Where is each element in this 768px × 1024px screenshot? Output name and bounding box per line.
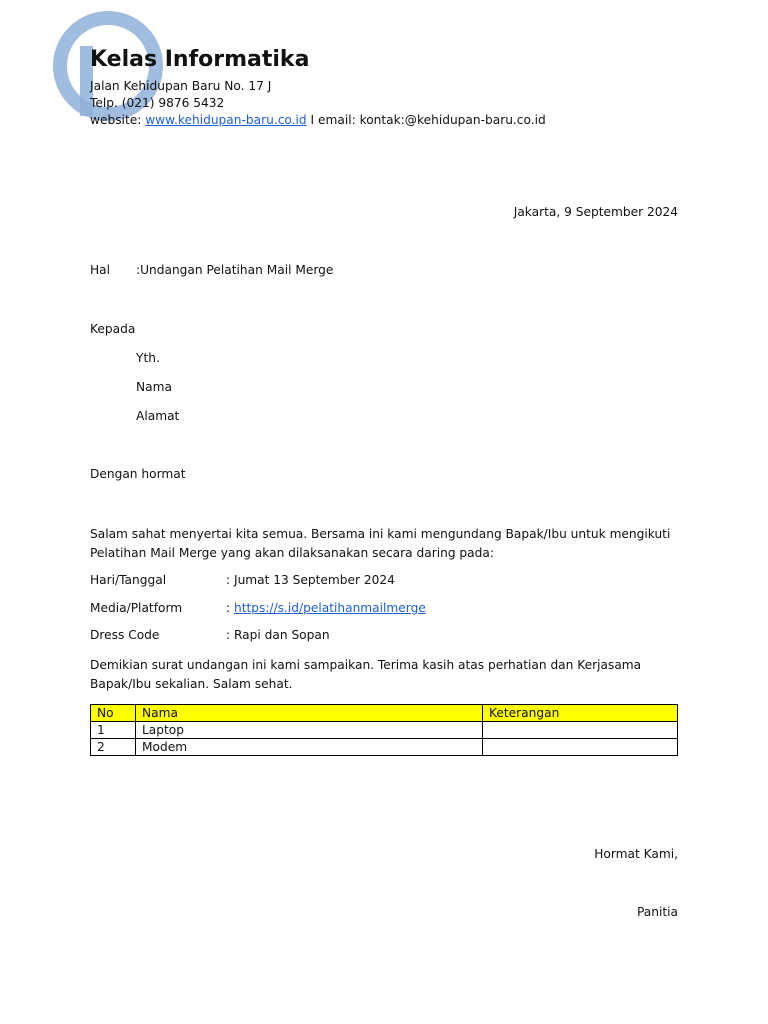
- recipient-kepada: Kepada: [90, 322, 136, 336]
- table-header-row: [91, 705, 678, 722]
- table-cell: 2: [91, 739, 136, 756]
- table-cell: Laptop: [136, 722, 483, 739]
- subject-label: Hal: [90, 263, 111, 277]
- table-row: [91, 739, 678, 756]
- platform-link[interactable]: https://s.id/pelatihanmailmerge: [233, 601, 426, 615]
- table-header-cell: Nama: [136, 705, 483, 722]
- intro-paragraph: Salam sahat menyertai kita semua. Bersama ini kami mengundang Bapak/Ibu untuk mengikuti Pelatihan Mail Merge yang akan dilaksanakan secara daring pada:: [90, 527, 671, 560]
- detail-label-date: Hari/Tanggal: [90, 573, 167, 587]
- recipient-name: Nama: [136, 380, 172, 394]
- table-cell: [483, 739, 678, 756]
- detail-value-dresscode: : Rapi dan Sopan: [226, 628, 330, 642]
- website-label: website:: [90, 113, 146, 127]
- website-link[interactable]: www.kehidupan-baru.co.id: [145, 113, 307, 127]
- company-name: Kelas Informatika: [90, 47, 310, 72]
- company-phone: Telp. (021) 9876 5432: [90, 96, 225, 110]
- items-table: [90, 704, 678, 756]
- greeting: Dengan hormat: [90, 467, 186, 481]
- recipient-address: Alamat: [136, 409, 180, 423]
- company-address: Jalan Kehidupan Baru No. 17 J: [90, 79, 272, 93]
- table-row: [91, 722, 678, 739]
- email-text: I email: kontak:@kehidupan-baru.co.id: [306, 113, 546, 127]
- signoff: Hormat Kami,: [594, 847, 678, 861]
- table-cell: Modem: [136, 739, 483, 756]
- platform-prefix: :: [226, 601, 234, 615]
- table-header-cell: Keterangan: [483, 705, 678, 722]
- letter-date: Jakarta, 9 September 2024: [513, 205, 678, 219]
- table-header-cell: No: [91, 705, 136, 722]
- table-cell: [483, 722, 678, 739]
- detail-label-platform: Media/Platform: [90, 601, 183, 615]
- detail-value-platform: [226, 601, 426, 615]
- table-cell: 1: [91, 722, 136, 739]
- recipient-yth: Yth.: [136, 351, 160, 365]
- closing-paragraph: Demikian surat undangan ini kami sampaikan. Terima kasih atas perhatian dan Kerjasama Bapak/Ibu sekalian. Salam sehat.: [90, 658, 642, 691]
- company-contact-line: [90, 112, 546, 129]
- signature: Panitia: [636, 905, 678, 919]
- detail-value-date: : Jumat 13 September 2024: [226, 573, 395, 587]
- detail-label-dresscode: Dress Code: [90, 628, 160, 642]
- subject-value: :Undangan Pelatihan Mail Merge: [136, 263, 334, 277]
